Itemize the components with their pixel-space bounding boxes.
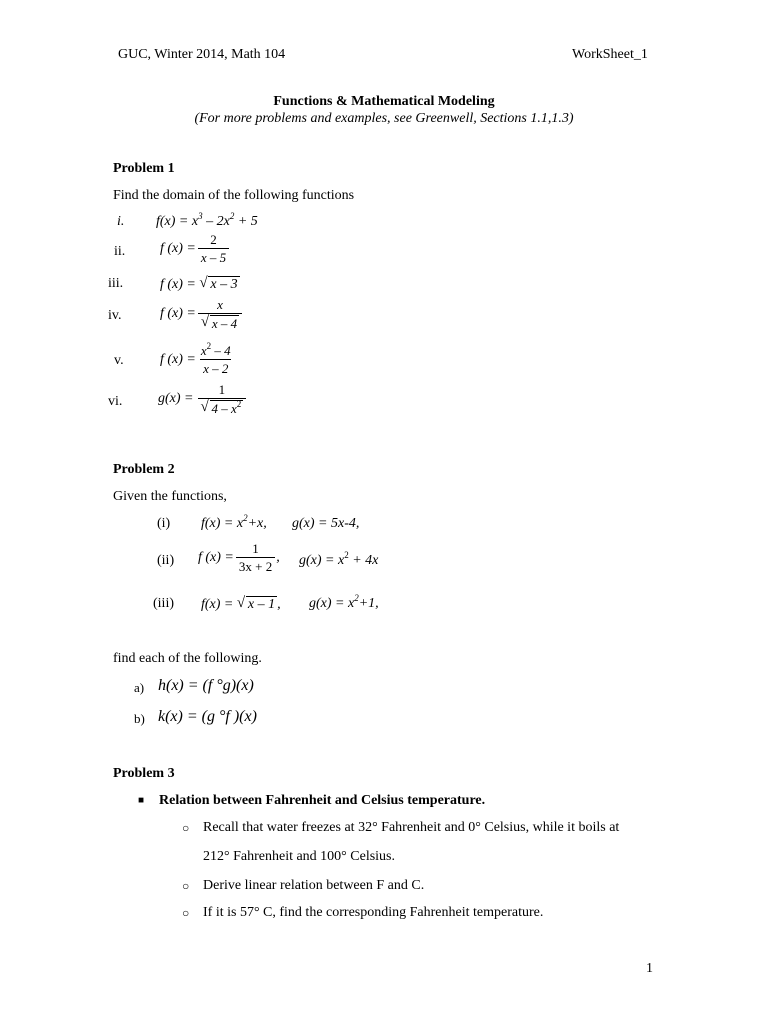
- circle-bullet-icon: ○: [182, 906, 190, 920]
- problem1-function-i: $f(x) = x^3 - 2x^2 + 5$: [156, 211, 258, 229]
- problem1-intro: Find the domain of the following functions: [113, 188, 355, 203]
- square-bullet-icon: ■: [138, 795, 145, 806]
- problem3-bullet: Relation between Fahrenheit and Celsius temperature.: [159, 793, 486, 808]
- problem2-f-ii: f (x) = $\frac{1}{3x + 2}$ ,: [198, 541, 280, 574]
- problem2-f-i: $f(x) = x^2+x$,: [201, 513, 267, 531]
- problem1-label-i: i.: [117, 214, 125, 229]
- problem1-function-iv: f (x) = x √ x – 4: [160, 297, 242, 331]
- problem3-item-2: Derive linear relation between F and C.: [203, 878, 425, 893]
- header-course: GUC, Winter 2014, Math 104: [118, 47, 286, 62]
- problem2-task-b-label: b): [134, 711, 145, 726]
- header-worksheet: WorkSheet_1: [572, 47, 648, 62]
- problem2-task-a-label: a): [134, 680, 145, 695]
- problem1-function-vi: g(x) = 1 √ $4 - x^2$: [158, 382, 246, 416]
- problem1-label-iii: iii.: [108, 276, 124, 291]
- page-number: 1: [646, 961, 653, 976]
- problem2-label-ii: (ii): [157, 553, 175, 568]
- problem1-function-iii: f (x) = √ x – 3: [160, 275, 238, 292]
- problem1-label-iv: iv.: [108, 308, 122, 323]
- problem1-heading: Problem 1: [113, 161, 175, 176]
- problem3-item-3: If it is 57° C, find the corresponding Fahrenheit temperature.: [203, 905, 544, 920]
- problem1-label-ii: ii.: [114, 244, 126, 259]
- problem1-function-ii: f (x) = $\frac{2}{x - 5}$: [160, 232, 229, 265]
- problem2-task-a: h(x) = (f °g)(x): [158, 677, 254, 694]
- circle-bullet-icon: ○: [182, 879, 190, 893]
- problem2-label-i: (i): [157, 516, 171, 531]
- problem2-g-ii: $g(x) = x^2 + 4x$: [299, 550, 379, 568]
- problem3-item-1-cont: 212° Fahrenheit and 100° Celsius.: [203, 849, 396, 864]
- problem2-task-b: k(x) = (g °f )(x): [158, 708, 257, 725]
- problem2-label-iii: (iii): [153, 596, 174, 611]
- problem3-item-1: Recall that water freezes at 32° Fahrenheit and 0° Celsius, while it boils at: [203, 820, 620, 835]
- problem2-f-iii: f(x) = √ x – 1 ,: [201, 595, 281, 612]
- problem3-heading: Problem 3: [113, 766, 175, 781]
- circle-bullet-icon: ○: [182, 821, 190, 835]
- problem2-heading: Problem 2: [113, 462, 175, 477]
- problem2-intro: Given the functions,: [113, 489, 227, 504]
- document-title: Functions & Mathematical Modeling: [273, 94, 495, 109]
- problem1-label-vi: vi.: [108, 394, 123, 409]
- problem2-g-iii: $g(x) = x^2+1$,: [309, 593, 379, 611]
- problem1-function-v: f (x) = $\frac{x^2 - 4}{x - 2}$: [160, 341, 231, 376]
- problem1-label-v: v.: [114, 353, 124, 368]
- document-subtitle: (For more problems and examples, see Greenwell, Sections 1.1,1.3): [194, 111, 574, 126]
- problem2-find: find each of the following.: [113, 651, 262, 666]
- problem2-g-i: g(x) = 5x-4,: [292, 516, 360, 531]
